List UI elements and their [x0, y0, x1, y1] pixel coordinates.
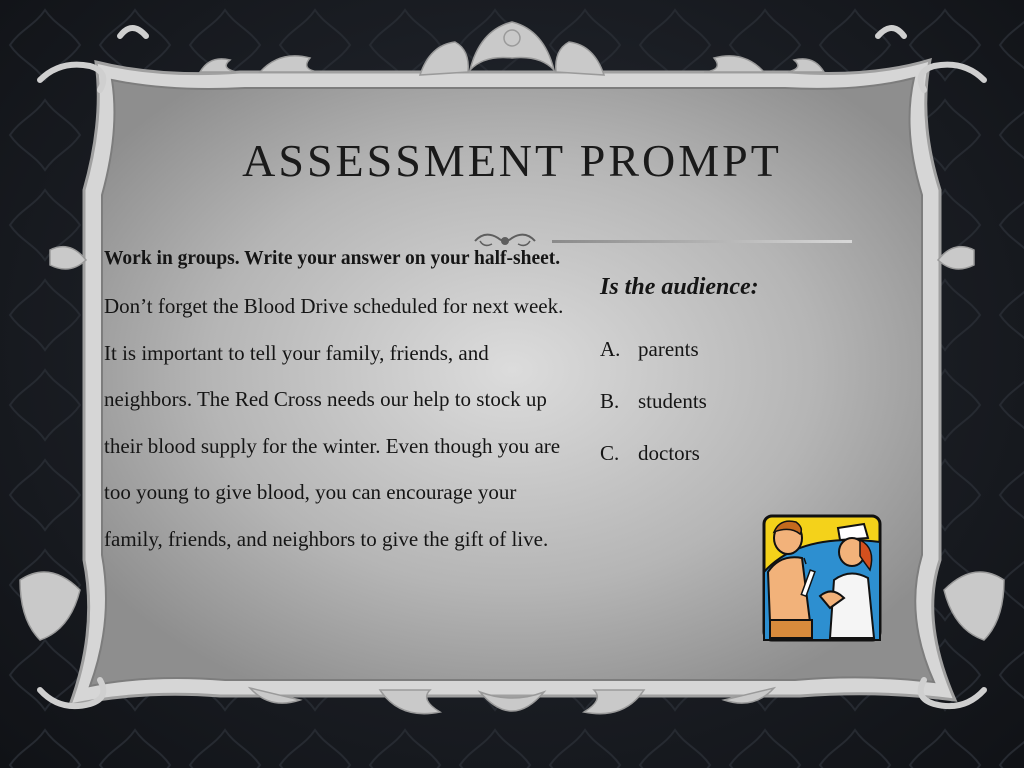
slide-title: ASSESSMENT PROMPT	[242, 135, 782, 186]
option-letter: C.	[600, 441, 620, 465]
nurse-patient-clipart-icon	[760, 512, 884, 644]
instructions-text: Work in groups. Write your answer on your half-sheet.	[104, 248, 561, 269]
option-text: students	[638, 389, 707, 413]
top-flourish	[200, 22, 824, 75]
option-text: parents	[638, 337, 699, 361]
option-letter: B.	[600, 389, 620, 413]
option-letter: A.	[600, 337, 621, 361]
question-block	[600, 274, 900, 479]
passage-text: Don’t forget the Blood Drive scheduled for next week. It is important to tell your family, friends, and neighbors. The Red Cross needs our help to stock up their blood supply for the winter. Even though you are too young to give blood, you can encourage your family, friends, and neighbors to give the gift of live.	[104, 294, 564, 551]
question-text: Is the audience:	[600, 274, 759, 300]
option-c	[600, 427, 900, 479]
prompt-content	[104, 236, 564, 562]
option-text: doctors	[638, 441, 700, 465]
divider-line	[552, 240, 852, 243]
option-a	[600, 323, 900, 375]
option-b	[600, 375, 900, 427]
